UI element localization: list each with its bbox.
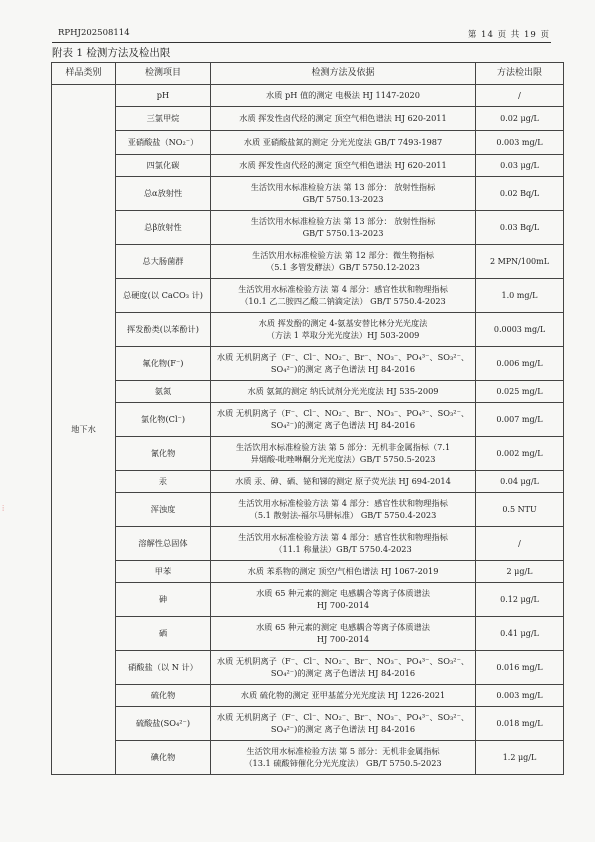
method-line: 异烟酸-吡唑啉酮分光光度法）GB/T 5750.5-2023	[250, 453, 436, 464]
method-cell	[211, 155, 476, 177]
table-caption: 附表 1 检测方法及检出限	[52, 47, 171, 59]
method-cell	[211, 617, 476, 651]
detection-limit-cell: 0.025 mg/L	[476, 381, 564, 403]
method-line: （10.1 乙二胺四乙酸二钠滴定法） GB/T 5750.4-2023	[240, 295, 446, 306]
method-line: 生活饮用水标准检验方法 第 4 部分：感官性状和物理指标	[238, 497, 448, 508]
method-cell	[211, 177, 476, 211]
method-line: 水质 挥发酚的测定 4-氨基安替比林分光光度法	[258, 317, 428, 328]
method-line: SO₄²⁻)的测定 离子色谱法 HJ 84-2016	[270, 363, 416, 374]
test-item-cell: 氯化物(Cl⁻)	[116, 403, 211, 437]
test-item-cell: 总β放射性	[116, 211, 211, 245]
header-detection-limit: 方法检出限	[476, 63, 564, 85]
method-line: 水质 苯系物的测定 顶空/气相色谱法 HJ 1067-2019	[247, 565, 439, 576]
method-cell	[211, 707, 476, 741]
method-line: 水质 65 种元素的测定 电感耦合等离子体质谱法	[256, 587, 430, 598]
page-header	[58, 28, 550, 42]
method-cell	[211, 471, 476, 493]
test-item-cell: 硫酸盐(SO₄²⁻)	[116, 707, 211, 741]
detection-limit-cell: 2 μg/L	[476, 561, 564, 583]
test-item-cell: 碘化物	[116, 741, 211, 775]
table-row	[52, 85, 564, 107]
test-item-cell: 氨氮	[116, 381, 211, 403]
method-line: （方法 1 萃取分光光度法）HJ 503-2009	[266, 329, 420, 340]
detection-limit-cell: 0.03 Bq/L	[476, 211, 564, 245]
method-cell	[211, 85, 476, 107]
table-row	[52, 741, 564, 775]
header-sample-type: 样品类别	[52, 63, 116, 85]
method-cell	[211, 131, 476, 155]
method-line: HJ 700-2014	[316, 599, 370, 610]
test-item-cell: 亚硝酸盐（NO₂⁻）	[116, 131, 211, 155]
table-row	[52, 155, 564, 177]
header-test-item: 检测项目	[116, 63, 211, 85]
test-item-cell: 三氯甲烷	[116, 107, 211, 131]
method-line: 水质 氨氮的测定 纳氏试剂分光光度法 HJ 535-2009	[247, 385, 439, 396]
test-item-cell: 氟化物(F⁻)	[116, 347, 211, 381]
method-cell	[211, 313, 476, 347]
method-line: 水质 65 种元素的测定 电感耦合等离子体质谱法	[256, 621, 430, 632]
report-number: RPHJ202508114	[58, 28, 130, 38]
method-line: 水质 无机阴离子（F⁻、Cl⁻、NO₂⁻、Br⁻、NO₃⁻、PO₄³⁻、SO₃²⁻、	[216, 407, 470, 418]
detection-limit-cell: /	[476, 527, 564, 561]
method-line: 水质 硫化物的测定 亚甲基蓝分光光度法 HJ 1226-2021	[240, 689, 446, 700]
test-item-cell: 溶解性总固体	[116, 527, 211, 561]
method-line: SO₄²⁻)的测定 离子色谱法 HJ 84-2016	[270, 723, 416, 734]
method-line: 生活饮用水标准检验方法 第 12 部分：微生物指标	[252, 249, 434, 260]
test-item-cell: 挥发酚类(以苯酚计)	[116, 313, 211, 347]
method-cell	[211, 561, 476, 583]
method-cell	[211, 741, 476, 775]
method-line: 水质 汞、砷、硒、铋和锑的测定 原子荧光法 HJ 694-2014	[235, 475, 451, 486]
method-line: 生活饮用水标准检验方法 第 4 部分：感官性状和物理指标	[238, 283, 448, 294]
test-item-cell: 浑浊度	[116, 493, 211, 527]
detection-limit-cell: 0.02 Bq/L	[476, 177, 564, 211]
detection-limit-cell: 0.04 μg/L	[476, 471, 564, 493]
table-row	[52, 493, 564, 527]
method-cell	[211, 493, 476, 527]
table-row	[52, 617, 564, 651]
table-row	[52, 561, 564, 583]
table-row	[52, 107, 564, 131]
method-line: 生活饮用水标准检验方法 第 5 部分：无机非金属指标（7.1	[235, 441, 451, 452]
method-line: 生活饮用水标准检验方法 第 13 部分： 放射性指标	[250, 215, 436, 226]
detection-limit-cell: 0.12 μg/L	[476, 583, 564, 617]
detection-limit-cell: 0.002 mg/L	[476, 437, 564, 471]
detection-limit-cell: 0.41 μg/L	[476, 617, 564, 651]
table-row	[52, 131, 564, 155]
table-row	[52, 313, 564, 347]
table-row	[52, 471, 564, 493]
detection-limit-cell: 0.016 mg/L	[476, 651, 564, 685]
method-line: HJ 700-2014	[316, 633, 370, 644]
test-item-cell: 砷	[116, 583, 211, 617]
test-item-cell: 汞	[116, 471, 211, 493]
method-line: 生活饮用水标准检验方法 第 13 部分： 放射性指标	[250, 181, 436, 192]
method-line: （13.1 硫酸铈催化分光光度法） GB/T 5750.5-2023	[244, 757, 442, 768]
method-line: （5.1 散射法-福尔马肼标准） GB/T 5750.4-2023	[249, 509, 437, 520]
table-row	[52, 707, 564, 741]
detection-limit-cell: 0.5 NTU	[476, 493, 564, 527]
method-cell	[211, 279, 476, 313]
method-cell	[211, 245, 476, 279]
header-method: 检测方法及依据	[211, 63, 476, 85]
table-row	[52, 685, 564, 707]
test-item-cell: 氰化物	[116, 437, 211, 471]
method-cell	[211, 437, 476, 471]
method-cell	[211, 347, 476, 381]
method-cell	[211, 583, 476, 617]
method-cell	[211, 403, 476, 437]
detection-limit-cell: 0.007 mg/L	[476, 403, 564, 437]
method-cell	[211, 211, 476, 245]
method-line: （5.1 多管发酵法）GB/T 5750.12-2023	[266, 261, 420, 272]
method-line: 水质 挥发性卤代烃的测定 顶空气相色谱法 HJ 620-2011	[239, 112, 447, 123]
detection-limit-cell: 2 MPN/100mL	[476, 245, 564, 279]
method-cell	[211, 651, 476, 685]
detection-methods-table	[51, 62, 564, 775]
method-line: SO₄²⁻)的测定 离子色谱法 HJ 84-2016	[270, 419, 416, 430]
detection-limit-cell: 1.2 μg/L	[476, 741, 564, 775]
stamp-edge-mark: ⁞	[2, 504, 5, 513]
table-row	[52, 437, 564, 471]
detection-limit-cell: 0.03 μg/L	[476, 155, 564, 177]
table-row	[52, 347, 564, 381]
method-cell	[211, 107, 476, 131]
test-item-cell: 硝酸盐（以 N 计）	[116, 651, 211, 685]
method-line: 水质 无机阴离子（F⁻、Cl⁻、NO₂⁻、Br⁻、NO₃⁻、PO₄³⁻、SO₃²⁻、	[216, 655, 470, 666]
method-cell	[211, 527, 476, 561]
detection-limit-cell: 0.02 μg/L	[476, 107, 564, 131]
detection-limit-cell: 0.018 mg/L	[476, 707, 564, 741]
table-row	[52, 279, 564, 313]
table-row	[52, 403, 564, 437]
method-line: SO₄²⁻)的测定 离子色谱法 HJ 84-2016	[270, 667, 416, 678]
detection-limit-cell: 0.006 mg/L	[476, 347, 564, 381]
method-line: GB/T 5750.13-2023	[302, 227, 384, 238]
table-row	[52, 583, 564, 617]
detection-limit-cell: 0.0003 mg/L	[476, 313, 564, 347]
test-item-cell: 四氯化碳	[116, 155, 211, 177]
detection-limit-cell: /	[476, 85, 564, 107]
method-line: 水质 无机阴离子（F⁻、Cl⁻、NO₂⁻、Br⁻、NO₃⁻、PO₄³⁻、SO₃²⁻、	[216, 711, 470, 722]
table-row	[52, 527, 564, 561]
table-row	[52, 245, 564, 279]
test-item-cell: pH	[116, 85, 211, 107]
test-item-cell: 总大肠菌群	[116, 245, 211, 279]
method-cell	[211, 685, 476, 707]
table-row	[52, 211, 564, 245]
sample-category-cell: 地下水	[52, 85, 116, 775]
test-item-cell: 甲苯	[116, 561, 211, 583]
method-line: 水质 无机阴离子（F⁻、Cl⁻、NO₂⁻、Br⁻、NO₃⁻、PO₄³⁻、SO₃²⁻、	[216, 351, 470, 362]
test-item-cell: 总硬度(以 CaCO₃ 计)	[116, 279, 211, 313]
table-row	[52, 177, 564, 211]
method-line: 生活饮用水标准检验方法 第 4 部分：感官性状和物理指标	[238, 531, 448, 542]
detection-limit-cell: 1.0 mg/L	[476, 279, 564, 313]
detection-limit-cell: 0.003 mg/L	[476, 685, 564, 707]
table-header-row	[52, 63, 564, 85]
test-item-cell: 硒	[116, 617, 211, 651]
method-cell	[211, 381, 476, 403]
header-divider	[52, 42, 551, 43]
page-number: 第 14 页 共 19 页	[467, 30, 550, 40]
test-item-cell: 总α放射性	[116, 177, 211, 211]
method-line: 生活饮用水标准检验方法 第 5 部分：无机非金属指标	[246, 745, 440, 756]
table-row	[52, 381, 564, 403]
method-line: （11.1 称量法）GB/T 5750.4-2023	[274, 543, 412, 554]
method-line: 水质 亚硝酸盐氮的测定 分光光度法 GB/T 7493-1987	[243, 136, 443, 147]
method-line: 水质 挥发性卤代烃的测定 顶空气相色谱法 HJ 620-2011	[239, 159, 447, 170]
method-line: 水质 pH 值的测定 电极法 HJ 1147-2020	[266, 89, 420, 100]
test-item-cell: 硫化物	[116, 685, 211, 707]
method-line: GB/T 5750.13-2023	[302, 193, 384, 204]
table-row	[52, 651, 564, 685]
detection-limit-cell: 0.003 mg/L	[476, 131, 564, 155]
